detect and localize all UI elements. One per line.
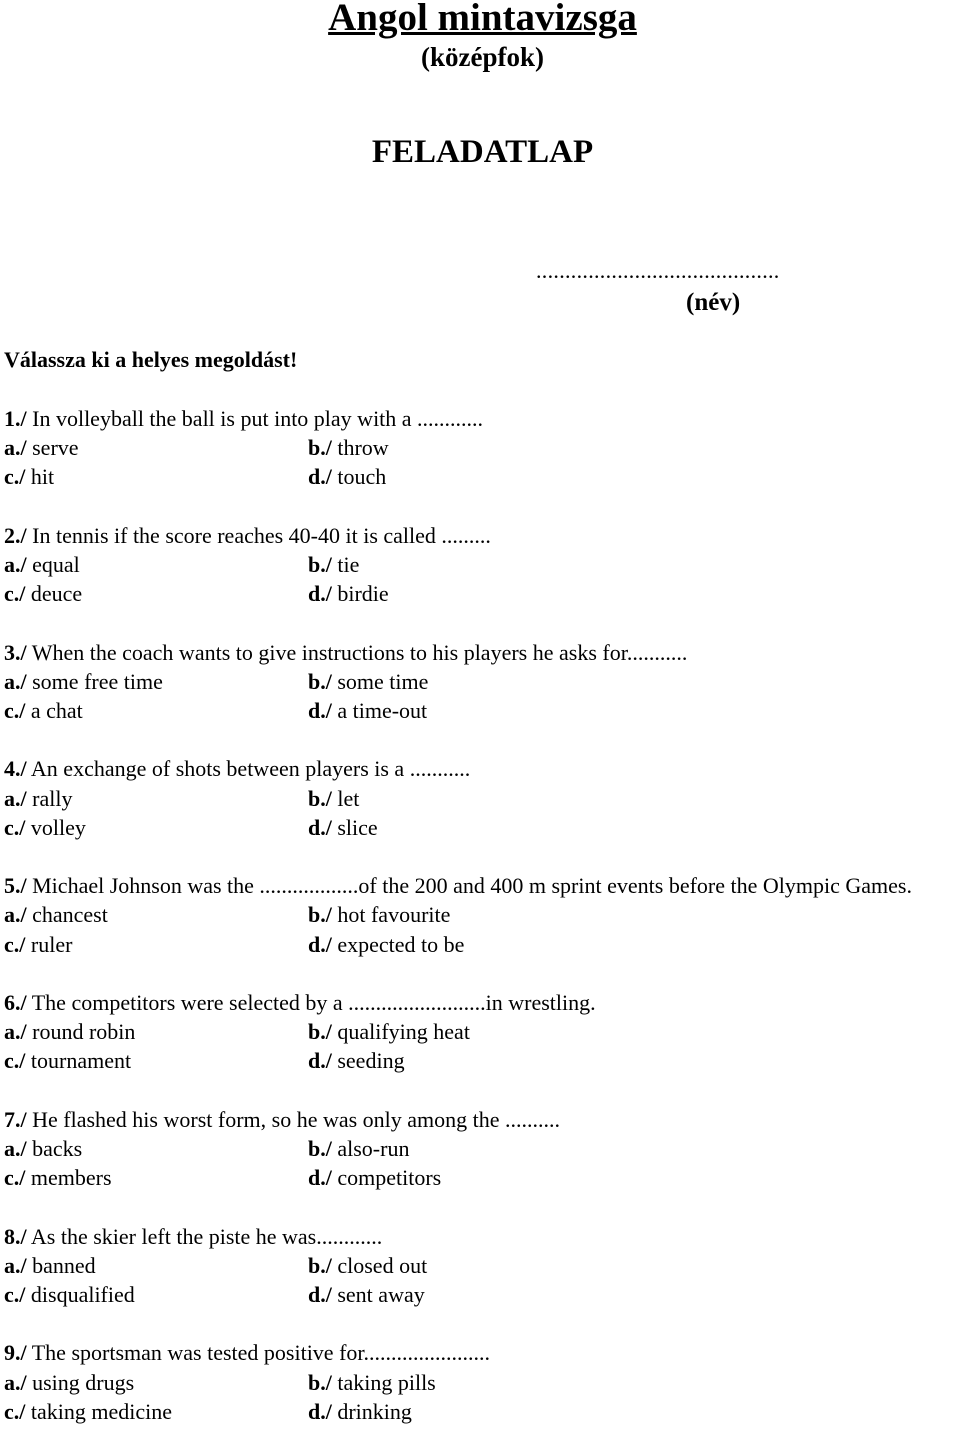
option-text: closed out [337, 1252, 428, 1278]
option-text: competitors [337, 1165, 442, 1191]
option-label: d./ [308, 698, 332, 723]
option-row [4, 1017, 960, 1046]
option-label: b./ [308, 785, 332, 811]
answer-option-d[interactable] [308, 462, 386, 491]
name-label: (név) [686, 289, 741, 316]
option-label: d./ [308, 1281, 332, 1307]
option-text: hit [30, 464, 55, 490]
name-field[interactable]: .......................................... [536, 258, 780, 283]
option-text: ruler [30, 931, 73, 957]
instruction: Válassza ki a helyes megoldást! [4, 347, 298, 372]
option-row [4, 579, 960, 608]
option-label: a./ [4, 1135, 27, 1161]
option-text: rally [32, 785, 73, 811]
option-label: a./ [4, 1252, 27, 1278]
option-label: b./ [308, 552, 332, 577]
option-label: c./ [4, 698, 26, 723]
option-text: throw [337, 435, 389, 461]
option-label: b./ [308, 902, 332, 928]
option-row [4, 696, 960, 725]
option-text: sent away [337, 1281, 425, 1307]
option-label: c./ [4, 1048, 26, 1074]
question-1 [4, 404, 960, 492]
option-label: b./ [308, 1135, 332, 1161]
question-text: An exchange of shots between players is a ........... [30, 756, 471, 782]
question-9 [4, 1338, 960, 1426]
question-text: He flashed his worst form, so he was only among the .......... [32, 1106, 561, 1132]
option-text: a time-out [337, 698, 428, 723]
question-text: The sportsman was tested positive for....................... [31, 1340, 491, 1366]
option-row [4, 813, 960, 842]
option-text: banned [32, 1252, 96, 1278]
question-number: 6./ [4, 989, 27, 1015]
question-number: 4./ [4, 756, 27, 782]
option-row [4, 900, 960, 929]
option-text: volley [30, 814, 86, 840]
answer-option-d[interactable] [308, 813, 378, 842]
option-row [4, 1163, 960, 1192]
option-label: b./ [308, 668, 332, 694]
answer-option-b[interactable] [308, 784, 359, 813]
answer-option-b[interactable] [308, 1017, 470, 1046]
option-text: using drugs [32, 1369, 135, 1395]
option-text: taking pills [337, 1369, 436, 1395]
option-text: backs [32, 1135, 83, 1161]
answer-option-d[interactable] [308, 930, 464, 959]
answer-option-b[interactable] [308, 1134, 409, 1163]
question-stem [4, 871, 960, 900]
question-4 [4, 754, 960, 842]
option-text: tournament [30, 1048, 132, 1074]
question-number: 9./ [4, 1340, 27, 1366]
question-stem [4, 988, 960, 1017]
option-text: a chat [30, 698, 83, 723]
option-row [4, 1397, 960, 1426]
sheet-title: FELADATLAP [371, 134, 594, 170]
question-8 [4, 1222, 960, 1310]
question-stem [4, 404, 960, 433]
option-label: a./ [4, 435, 27, 461]
question-text: The competitors were selected by a .........................in wrestling. [31, 989, 596, 1015]
option-row [4, 462, 960, 491]
answer-option-a[interactable] [4, 1251, 308, 1280]
option-label: d./ [308, 1048, 332, 1074]
question-2 [4, 521, 960, 609]
question-stem [4, 1105, 960, 1134]
question-5 [4, 871, 960, 959]
answer-option-c[interactable] [4, 1280, 308, 1309]
answer-option-a[interactable] [4, 550, 308, 579]
answer-option-a[interactable] [4, 784, 308, 813]
option-row [4, 1280, 960, 1309]
option-text: qualifying heat [337, 1019, 470, 1045]
option-row [4, 1046, 960, 1075]
option-label: c./ [4, 931, 26, 957]
option-label: a./ [4, 902, 27, 928]
option-label: d./ [308, 581, 332, 607]
option-text: also-run [337, 1135, 410, 1161]
question-number: 1./ [4, 406, 27, 431]
option-text: expected to be [337, 931, 465, 957]
option-label: b./ [308, 435, 332, 461]
answer-option-d[interactable] [308, 696, 427, 725]
question-stem [4, 1222, 960, 1251]
answer-option-b[interactable] [308, 550, 359, 579]
option-label: a./ [4, 552, 27, 577]
exam-title: Angol mintavizsga [328, 0, 637, 39]
question-text: When the coach wants to give instructions to his players he asks for........... [31, 639, 688, 665]
answer-option-b[interactable] [308, 433, 389, 462]
answer-option-c[interactable] [4, 1046, 308, 1075]
option-row [4, 930, 960, 959]
option-label: d./ [308, 1398, 332, 1424]
option-text: hot favourite [337, 902, 451, 928]
option-label: a./ [4, 668, 27, 694]
answer-option-a[interactable] [4, 433, 308, 462]
option-text: serve [32, 435, 79, 461]
option-label: c./ [4, 1398, 26, 1424]
option-text: equal [32, 552, 80, 577]
option-label: c./ [4, 581, 26, 607]
question-text: Michael Johnson was the ..................of the 200 and 400 m sprint events before the Olympic Games. [32, 873, 912, 899]
option-text: seeding [337, 1048, 405, 1074]
option-text: members [30, 1165, 112, 1191]
answer-option-a[interactable] [4, 1134, 308, 1163]
option-text: birdie [337, 581, 389, 607]
answer-option-a[interactable] [4, 900, 308, 929]
answer-option-c[interactable] [4, 813, 308, 842]
answer-option-b[interactable] [308, 900, 450, 929]
question-7 [4, 1105, 960, 1193]
answer-option-b[interactable] [308, 667, 428, 696]
answer-option-c[interactable] [4, 930, 308, 959]
option-label: d./ [308, 931, 332, 957]
option-text: drinking [337, 1398, 412, 1424]
option-label: d./ [308, 814, 332, 840]
option-label: d./ [308, 1165, 332, 1191]
answer-option-d[interactable] [308, 1163, 441, 1192]
option-text: taking medicine [30, 1398, 173, 1424]
question-number: 5./ [4, 873, 27, 899]
answer-option-d[interactable] [308, 1397, 412, 1426]
question-text: In volleyball the ball is put into play with a ............ [32, 406, 484, 431]
answer-option-c[interactable] [4, 1397, 308, 1426]
option-text: some time [337, 668, 429, 694]
option-label: d./ [308, 464, 332, 490]
answer-option-c[interactable] [4, 696, 308, 725]
option-text: touch [337, 464, 387, 490]
option-row [4, 433, 960, 462]
option-row [4, 1134, 960, 1163]
option-label: c./ [4, 814, 26, 840]
question-number: 8./ [4, 1223, 27, 1249]
question-text: As the skier left the piste he was............ [30, 1223, 383, 1249]
option-label: b./ [308, 1369, 332, 1395]
option-text: some free time [32, 668, 163, 694]
question-3 [4, 638, 960, 726]
question-number: 2./ [4, 522, 27, 548]
answer-option-c[interactable] [4, 462, 308, 491]
answer-option-c[interactable] [4, 579, 308, 608]
answer-option-b[interactable] [308, 1368, 436, 1397]
exam-level: (középfok) [421, 42, 544, 72]
option-row [4, 1251, 960, 1280]
question-6 [4, 988, 960, 1076]
option-row [4, 667, 960, 696]
option-label: c./ [4, 1165, 26, 1191]
option-row [4, 784, 960, 813]
question-text: In tennis if the score reaches 40-40 it is called ......... [32, 522, 491, 548]
answer-option-b[interactable] [308, 1251, 427, 1280]
question-stem [4, 1338, 960, 1367]
option-label: a./ [4, 1019, 27, 1045]
answer-option-a[interactable] [4, 1017, 308, 1046]
option-row [4, 1368, 960, 1397]
answer-option-d[interactable] [308, 1046, 405, 1075]
option-label: c./ [4, 464, 26, 490]
question-stem [4, 638, 960, 667]
option-label: a./ [4, 785, 27, 811]
answer-option-d[interactable] [308, 579, 389, 608]
question-number: 3./ [4, 639, 27, 665]
option-text: disqualified [30, 1281, 135, 1307]
question-number: 7./ [4, 1106, 27, 1132]
option-text: deuce [30, 581, 83, 607]
answer-option-c[interactable] [4, 1163, 308, 1192]
option-label: a./ [4, 1369, 27, 1395]
option-text: let [337, 785, 360, 811]
option-label: c./ [4, 1281, 26, 1307]
answer-option-a[interactable] [4, 1368, 308, 1397]
question-list [4, 404, 960, 1426]
option-label: b./ [308, 1019, 332, 1045]
question-stem [4, 754, 960, 783]
option-text: tie [337, 552, 360, 577]
option-text: round robin [32, 1019, 136, 1045]
option-label: b./ [308, 1252, 332, 1278]
answer-option-a[interactable] [4, 667, 308, 696]
option-text: chancest [32, 902, 108, 928]
question-stem [4, 521, 960, 550]
option-text: slice [337, 814, 378, 840]
answer-option-d[interactable] [308, 1280, 425, 1309]
option-row [4, 550, 960, 579]
